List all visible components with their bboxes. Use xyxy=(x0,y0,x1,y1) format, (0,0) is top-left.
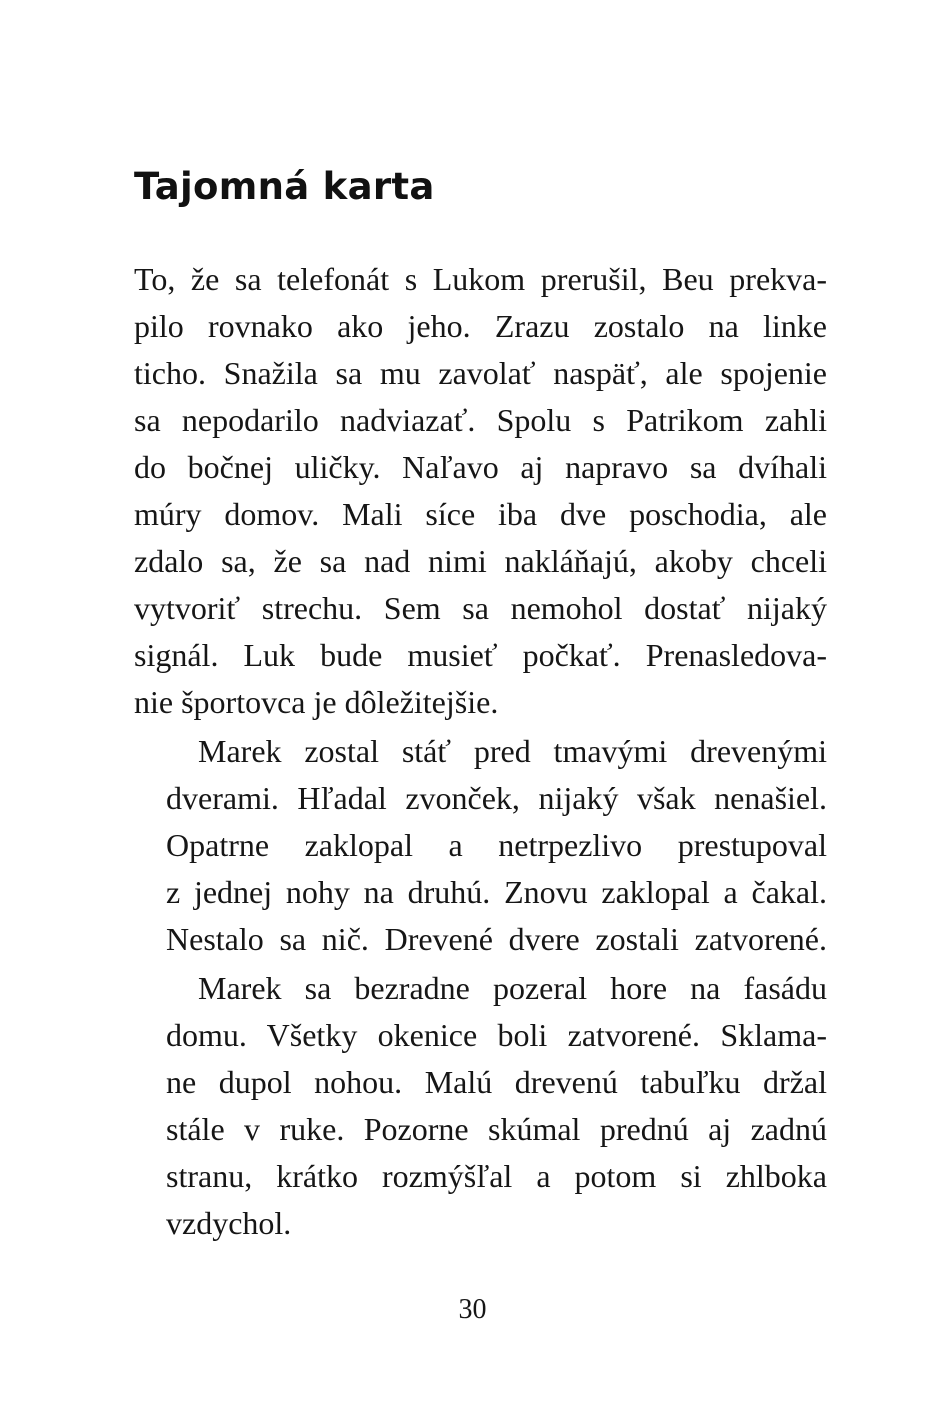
text-line: dverami. Hľadal zvonček, nijaký však nenašiel. xyxy=(166,780,827,816)
text-line: vzdychol. xyxy=(166,1205,292,1241)
text-line: domu. Všetky okenice boli zatvorené. Sklama- xyxy=(166,1017,827,1053)
text-line: stále v ruke. Pozorne skúmal prednú aj zadnú xyxy=(166,1111,827,1147)
text-line: Opatrne zaklopal a netrpezlivo prestupoval xyxy=(166,827,827,863)
text-line: z jednej nohy na druhú. Znovu zaklopal a čakal. xyxy=(166,874,827,910)
text-line: do bočnej uličky. Naľavo aj napravo sa dvíhali xyxy=(134,449,827,485)
text-line: zdalo sa, že sa nad nimi nakláňajú, akoby chceli xyxy=(134,543,827,579)
text-line: Marek zostal stáť pred tmavými drevenými xyxy=(198,733,827,769)
text-line: sa nepodarilo nadviazať. Spolu s Patrikom zahli xyxy=(134,402,827,438)
paragraph xyxy=(134,728,827,963)
text-line: pilo rovnako ako jeho. Zrazu zostalo na linke xyxy=(134,308,827,344)
body-text xyxy=(134,256,827,1247)
text-line: vytvoriť strechu. Sem sa nemohol dostať nijaký xyxy=(134,590,827,626)
paragraph xyxy=(134,965,827,1247)
chapter-title: Tajomná karta xyxy=(134,165,435,208)
text-line: ticho. Snažila sa mu zavolať naspäť, ale spojenie xyxy=(134,355,827,391)
text-line: ne dupol nohou. Malú drevenú tabuľku držal xyxy=(166,1064,827,1100)
text-line: múry domov. Mali síce iba dve poschodia, ale xyxy=(134,496,827,532)
text-line: To, že sa telefonát s Lukom prerušil, Beu prekva- xyxy=(134,261,827,297)
page-number: 30 xyxy=(458,1294,487,1325)
text-line: Marek sa bezradne pozeral hore na fasádu xyxy=(198,970,827,1006)
text-line: signál. Luk bude musieť počkať. Prenasledova- xyxy=(134,637,827,673)
text-line: stranu, krátko rozmýšľal a potom si zhlboka xyxy=(166,1158,827,1194)
text-line: Nestalo sa nič. Drevené dvere zostali zatvorené. xyxy=(166,921,827,957)
paragraph xyxy=(134,256,827,726)
text-line: nie športovca je dôležitejšie. xyxy=(134,684,499,720)
